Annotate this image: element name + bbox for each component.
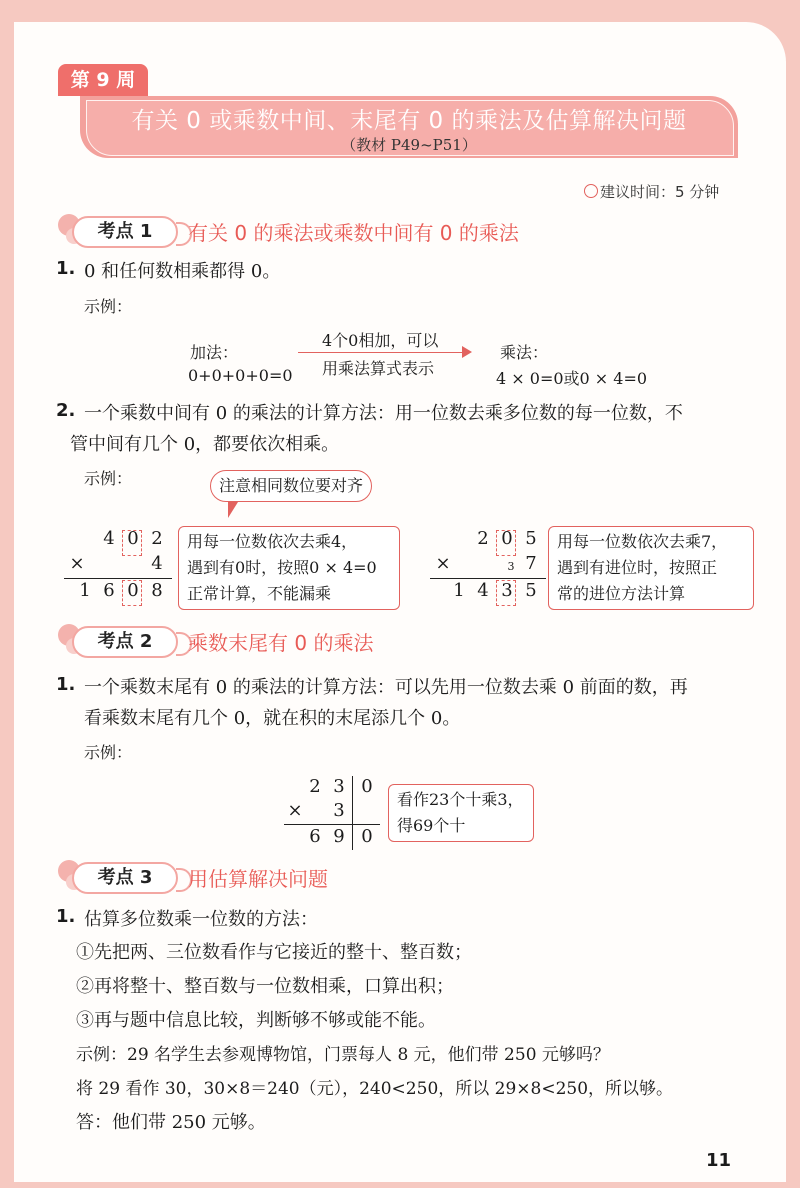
arrow-bottom-text: 用乘法算式表示 bbox=[322, 359, 435, 378]
digit: 6 bbox=[103, 580, 115, 601]
step-2: ②再将整十、整百数与一位数相乘，口算出积； bbox=[76, 976, 454, 997]
digit: 1 bbox=[79, 580, 91, 601]
digit: 6 bbox=[309, 826, 321, 847]
multiplication-label: 乘法： bbox=[500, 343, 549, 362]
digit: 2 bbox=[309, 776, 321, 797]
calc-line bbox=[430, 578, 546, 579]
multiplication-expr: 4 × 0=0或0 × 4=0 bbox=[496, 369, 648, 388]
item-text-line1: 一个乘数中间有 0 的乘法的计算方法：用一位数去乘多位数的每一位数，不 bbox=[84, 403, 683, 424]
digit: 8 bbox=[151, 580, 163, 601]
step-1: ①先把两、三位数看作与它接近的整十、整百数； bbox=[76, 942, 472, 963]
example-solution: 将 29 看作 30，30×8＝240（元），240<250，所以 29×8<250，所以够。 bbox=[76, 1079, 674, 1099]
example-problem: 示例：29 名学生去参观博物馆，门票每人 8 元，他们带 250 元够吗？ bbox=[76, 1045, 610, 1065]
digit: 1 bbox=[453, 580, 465, 601]
page-title: 有关 0 或乘数中间、末尾有 0 的乘法及估算解决问题 bbox=[131, 108, 687, 134]
digit: 7 bbox=[525, 553, 537, 574]
times-sign: × bbox=[435, 553, 451, 574]
digit: 2 bbox=[477, 528, 489, 549]
vertical-calc-3 bbox=[282, 774, 382, 852]
note-line: 得69个十 bbox=[397, 816, 466, 835]
digit: 4 bbox=[477, 580, 489, 601]
digit: 3 bbox=[501, 580, 513, 601]
section-3-pill: 考点 3 bbox=[72, 862, 178, 894]
page-number: 11 bbox=[706, 1150, 732, 1171]
note-line: 用每一位数依次去乘7， bbox=[557, 532, 728, 551]
digit: 2 bbox=[151, 528, 163, 549]
item-text: 0 和任何数相乘都得 0。 bbox=[84, 261, 281, 282]
digit: 3 bbox=[333, 800, 345, 821]
week-tab: 第 9 周 bbox=[58, 64, 148, 96]
suggested-time: 建议时间：5 分钟 bbox=[600, 183, 720, 201]
clock-icon bbox=[584, 184, 598, 198]
arrow-right-icon bbox=[462, 346, 472, 358]
note-box-3 bbox=[388, 784, 534, 842]
digit: 4 bbox=[103, 528, 115, 549]
example-label: 示例： bbox=[84, 743, 133, 762]
example-answer: 答：他们带 250 元够。 bbox=[76, 1112, 266, 1133]
item-text-line2: 看乘数末尾有几个 0，就在积的末尾添几个 0。 bbox=[84, 708, 461, 729]
addition-label: 加法： bbox=[190, 343, 239, 362]
digit: 4 bbox=[151, 553, 163, 574]
step-3: ③再与题中信息比较，判断够不够或能不能。 bbox=[76, 1010, 436, 1031]
digit: 3 bbox=[333, 776, 345, 797]
note-box-1 bbox=[178, 526, 400, 610]
digit: 5 bbox=[525, 528, 537, 549]
note-line: 常的进位方法计算 bbox=[557, 584, 686, 603]
example-label: 示例： bbox=[84, 297, 133, 316]
item-text-line2: 管中间有几个 0，都要依次相乘。 bbox=[70, 434, 340, 455]
section-2-pill: 考点 2 bbox=[72, 626, 178, 658]
item-text: 估算多位数乘一位数的方法： bbox=[84, 909, 318, 930]
digit: 5 bbox=[525, 580, 537, 601]
section-1-pill: 考点 1 bbox=[72, 216, 178, 248]
item-number: 2. bbox=[56, 400, 76, 421]
item-number: 1. bbox=[56, 258, 76, 279]
page-subtitle: （教材 P49~P51） bbox=[341, 136, 477, 154]
digit: 0 bbox=[501, 528, 513, 549]
section-1-title: 有关 0 的乘法或乘数中间有 0 的乘法 bbox=[188, 221, 519, 245]
arrow-top-text: 4个0相加，可以 bbox=[322, 331, 439, 350]
item-text-line1: 一个乘数末尾有 0 的乘法的计算方法：可以先用一位数去乘 0 前面的数，再 bbox=[84, 677, 688, 698]
digit: 0 bbox=[127, 580, 139, 601]
carry-digit: 3 bbox=[507, 560, 515, 573]
digit: 0 bbox=[361, 826, 373, 847]
section-2-title: 乘数末尾有 0 的乘法 bbox=[188, 631, 374, 655]
item-number: 1. bbox=[56, 906, 76, 927]
digit: 0 bbox=[361, 776, 373, 797]
tip-bubble: 注意相同数位要对齐 bbox=[210, 470, 372, 502]
calc-line bbox=[64, 578, 172, 579]
note-line: 用每一位数依次去乘4， bbox=[187, 532, 358, 551]
vertical-calc-2 bbox=[428, 526, 548, 610]
times-sign: × bbox=[287, 800, 303, 821]
note-line: 遇到有进位时，按照正 bbox=[557, 558, 718, 577]
item-number: 1. bbox=[56, 674, 76, 695]
note-line: 看作23个十乘3， bbox=[397, 790, 524, 809]
note-box-2 bbox=[548, 526, 754, 610]
section-3-title: 用估算解决问题 bbox=[188, 867, 328, 891]
addition-expr: 0+0+0+0=0 bbox=[188, 366, 293, 385]
example-label: 示例： bbox=[84, 469, 133, 488]
place-divider bbox=[352, 776, 353, 850]
bubble-tail bbox=[228, 502, 238, 518]
times-sign: × bbox=[69, 553, 85, 574]
note-line: 遇到有0时，按照0 × 4=0 bbox=[187, 558, 377, 577]
vertical-calc-1 bbox=[60, 526, 180, 610]
calc-line bbox=[284, 824, 380, 825]
note-line: 正常计算，不能漏乘 bbox=[187, 584, 332, 603]
digit: 0 bbox=[127, 528, 139, 549]
digit: 9 bbox=[333, 826, 345, 847]
arrow-line bbox=[298, 352, 470, 353]
